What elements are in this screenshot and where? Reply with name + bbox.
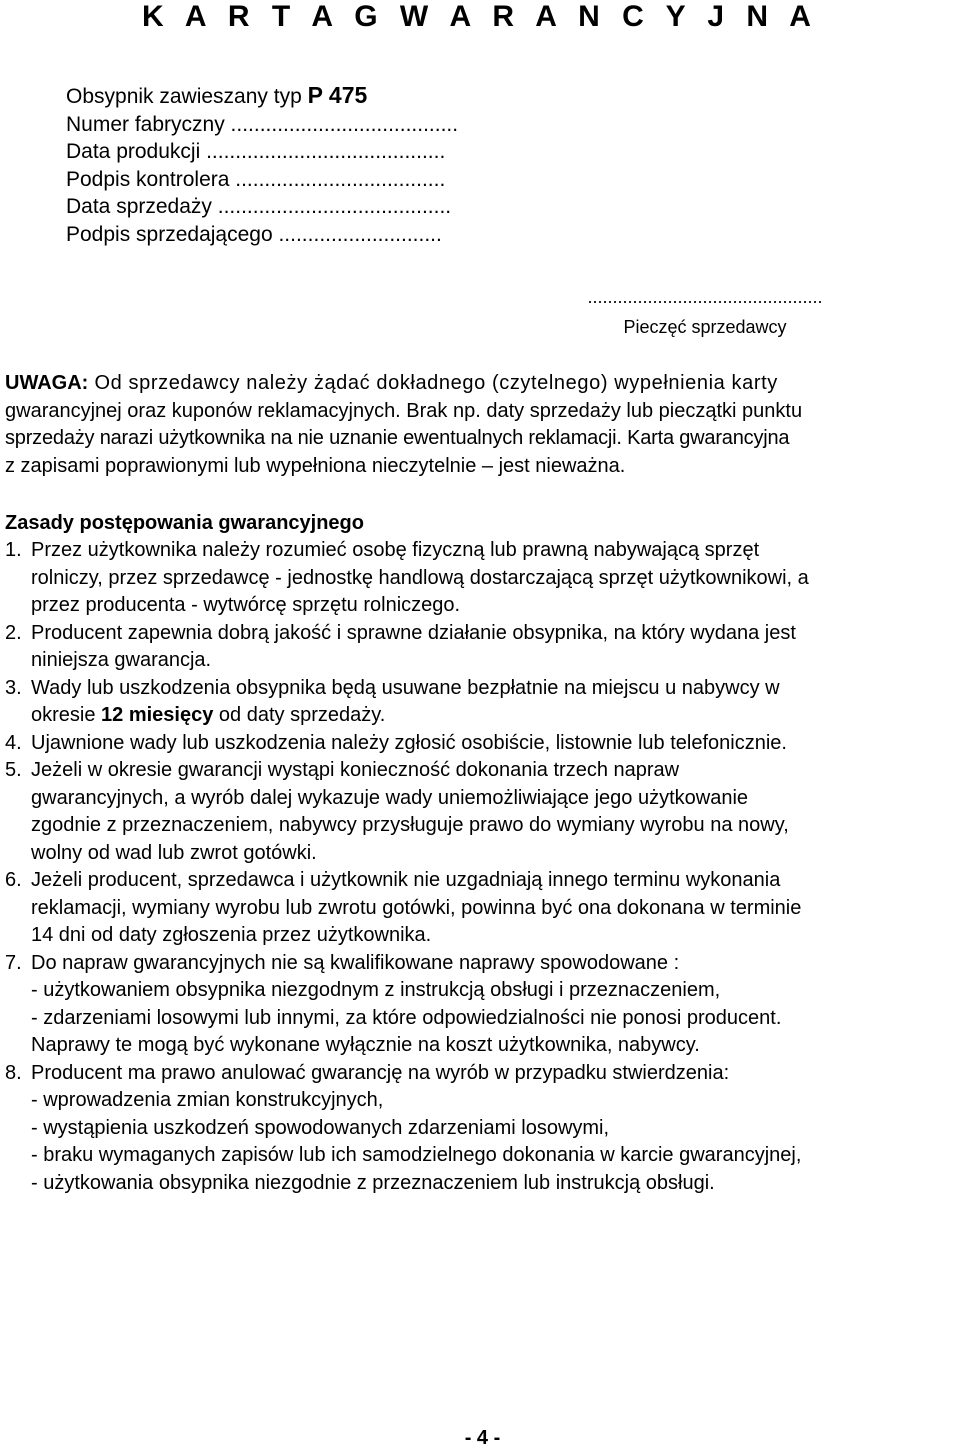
rule-item — [5, 675, 960, 730]
model-row — [66, 82, 458, 111]
notice-paragraph — [5, 370, 960, 480]
stamp-label: Pieczęć sprzedawcy — [623, 317, 787, 337]
notice-label: UWAGA: — [5, 372, 89, 394]
controller-signature-field: Podpis kontrolera .................................... — [66, 167, 446, 191]
rule-text: Wady lub uszkodzenia obsypnika będą usuwane bezpłatnie na miejscu u nabywcy w — [31, 676, 780, 699]
rule-number: 4. — [5, 731, 22, 754]
rule-text: wolny od wad lub zwrot gotówki. — [31, 841, 317, 864]
rule-text: Do napraw gwarancyjnych nie są kwalifikowane naprawy spowodowane : — [31, 951, 680, 974]
rule-text: rolniczy, przez sprzedawcę - jednostkę handlową dostarczającą sprzęt użytkownikowi, a — [31, 566, 809, 589]
rule-text: - wprowadzenia zmian konstrukcyjnych, — [31, 1089, 384, 1111]
rule-text: Naprawy te mogą być wykonane wyłącznie na koszt użytkownika, nabywcy. — [31, 1034, 700, 1056]
sale-date-field: Data sprzedaży ........................................ — [66, 195, 452, 218]
rule-item — [5, 757, 960, 867]
rule-text: niniejsza gwarancja. — [31, 649, 212, 671]
warranty-period: 12 miesięcy — [101, 704, 214, 726]
stamp-dots: ............................................... — [587, 287, 823, 307]
rule-number: 8. — [5, 1061, 22, 1084]
notice-line-2: gwarancyjnej oraz kuponów reklamacyjnych. Brak np. daty sprzedaży lub pieczątki punktu — [5, 399, 803, 422]
rule-text: Przez użytkownika należy rozumieć osobę fizyczną lub prawną nabywającą sprzęt — [31, 539, 760, 561]
rule-number: 7. — [5, 951, 22, 974]
page-number: - 4 - — [464, 1427, 501, 1449]
serial-number-field: Numer fabryczny ....................................... — [66, 112, 459, 136]
rule-text: 14 dni od daty zgłoszenia przez użytkownika. — [31, 924, 432, 946]
rule-number: 5. — [5, 759, 22, 781]
seller-signature-field: Podpis sprzedającego ............................ — [66, 222, 442, 246]
rule-text: - zdarzeniami losowymi lub innymi, za które odpowiedzialności nie ponosi producent. — [31, 1006, 782, 1029]
rule-item — [5, 730, 960, 758]
rule-text-pre: okresie — [31, 704, 102, 726]
product-info-block — [66, 82, 458, 248]
production-date-field: Data produkcji ......................................... — [66, 140, 446, 163]
rule-text: reklamacji, wymiany wyrobu lub zwrotu gotówki, powinna być ona dokonana w terminie — [31, 896, 802, 919]
rule-text: - użytkowania obsypnika niezgodnie z przeznaczeniem lub instrukcją obsługi. — [31, 1171, 715, 1194]
rule-item — [5, 950, 960, 1060]
rule-text: Producent ma prawo anulować gwarancję na wyrób w przypadku stwierdzenia: — [31, 1061, 730, 1084]
rule-text: przez producenta - wytwórcę sprzętu rolniczego. — [31, 594, 461, 616]
rule-number: 2. — [5, 621, 22, 644]
rule-number: 1. — [5, 539, 22, 561]
rule-text-post: od daty sprzedaży. — [213, 704, 386, 726]
rule-text: Jeżeli producent, sprzedawca i użytkownik nie uzgadniają innego terminu wykonania — [31, 869, 781, 891]
rule-item — [5, 620, 960, 675]
rule-number: 6. — [5, 869, 22, 891]
page-title: K A R T A G W A R A N C Y J N A — [142, 0, 818, 33]
notice-line-4: z zapisami poprawionymi lub wypełniona nieczytelnie – jest nieważna. — [5, 454, 626, 477]
rule-text: gwarancyjnych, a wyrób dalej wykazuje wady uniemożliwiające jego użytkowanie — [31, 786, 749, 809]
rule-text: - braku wymaganych zapisów lub ich samodzielnego dokonania w karcie gwarancyjnej, — [31, 1144, 802, 1166]
rule-text: Jeżeli w okresie gwarancji wystąpi konieczność dokonania trzech napraw — [31, 759, 680, 781]
notice-line-3: sprzedaży narazi użytkownika na nie uznanie ewentualnych reklamacji. Karta gwarancyjna — [5, 427, 790, 449]
rule-text: Producent zapewnia dobrą jakość i sprawne działanie obsypnika, na który wydana jest — [31, 621, 796, 644]
model-value: P 475 — [307, 82, 368, 108]
rule-text: zgodnie z przeznaczeniem, nabywcy przysługuje prawo do wymiany wyrobu na nowy, — [31, 814, 789, 836]
model-label: Obsypnik zawieszany typ — [66, 85, 308, 108]
rule-item — [5, 1060, 960, 1198]
rule-text: Ujawnione wady lub uszkodzenia należy zgłosić osobiście, listownie lub telefonicznie. — [31, 731, 787, 754]
rule-text: - wystąpienia uszkodzeń spowodowanych zdarzeniami losowymi, — [31, 1116, 610, 1139]
seller-stamp-area — [540, 282, 870, 342]
rule-item — [5, 867, 960, 950]
rule-item — [5, 537, 960, 620]
rules-heading: Zasady postępowania gwarancyjnego — [5, 512, 364, 534]
rule-number: 3. — [5, 676, 22, 699]
rule-text — [31, 702, 960, 730]
rule-text: - użytkowaniem obsypnika niezgodnym z instrukcją obsługi i przeznaczeniem, — [31, 979, 721, 1001]
notice-line-1: Od sprzedawcy należy żądać dokładnego (czytelnego) wypełnienia karty — [88, 372, 778, 394]
rules-list — [5, 537, 960, 1197]
